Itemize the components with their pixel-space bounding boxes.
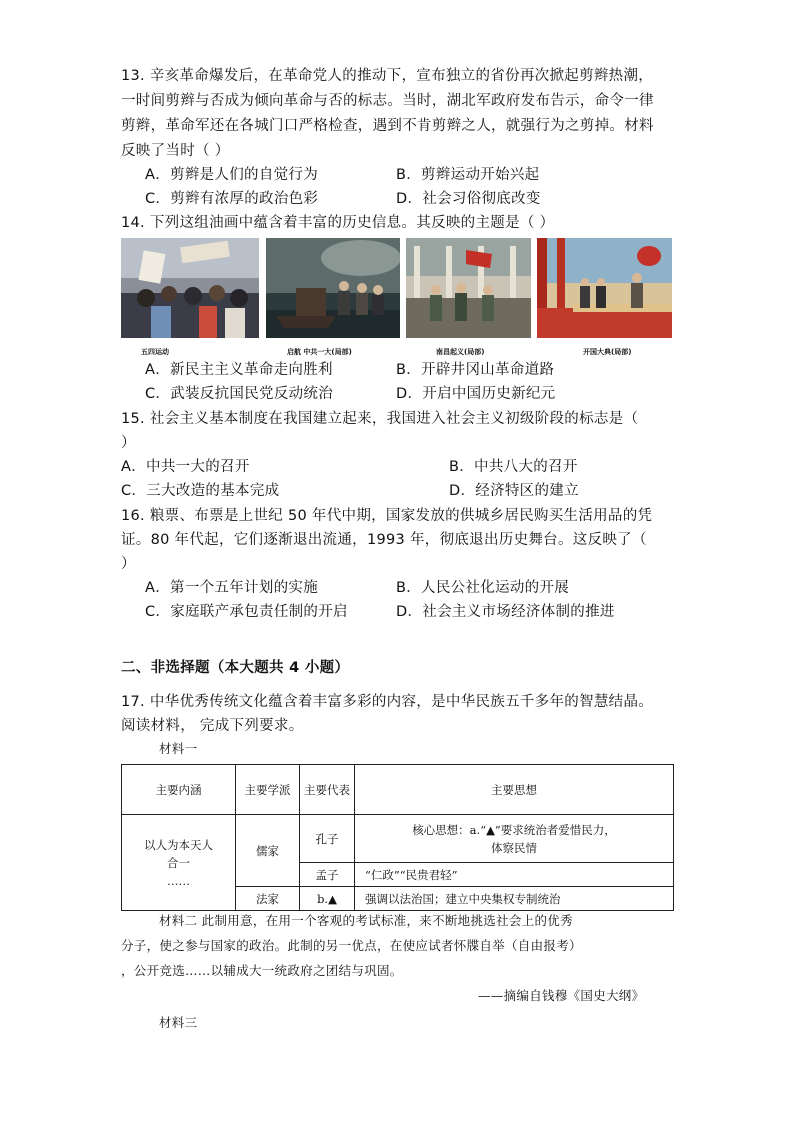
q13-stem-line-2: 一时间剪辫与否成为倾向革命与否的标志。当时，湖北军政府发布告示，命令一律 xyxy=(121,93,654,109)
neihan-line-2: 合一 xyxy=(167,855,190,870)
q16-option-a: A．第一个五年计划的实施 xyxy=(145,580,319,596)
q13-option-a: A．剪辫是人们的自觉行为 xyxy=(145,167,319,183)
header-daibiao: 主要代表 xyxy=(300,765,355,815)
neihan-line-1: 以人为本天人 xyxy=(144,837,213,852)
material-2-source: ——摘编自钱穆《国史大纲》 xyxy=(478,988,645,1003)
q16-stem-line-2: 证。80 年代起，它们逐渐退出流通，1993 年，彻底退出历史舞台。这反映了（ xyxy=(121,532,647,548)
caption-founding: 开国大典(局部) xyxy=(583,348,632,356)
q17-stem-line-1: 17. 中华优秀传统文化蕴含着丰富多彩的内容，是中华民族五千多年的智慧结晶。 xyxy=(121,694,654,710)
q15-stem-line-2: ） xyxy=(121,435,136,451)
header-sixiang: 主要思想 xyxy=(355,765,674,815)
painting-founding-ceremony xyxy=(537,238,672,338)
cell-mengzi-idea: “仁政”“民贵君轻” xyxy=(355,863,674,887)
painting-nanchang-uprising xyxy=(406,238,531,338)
cell-neihan xyxy=(122,815,236,911)
cell-fajia-idea: 强调以法治国；建立中央集权专制统治 xyxy=(355,887,674,911)
q15-option-c: C．三大改造的基本完成 xyxy=(121,483,280,499)
q14-option-b: B．开辟井冈山革命道路 xyxy=(396,362,555,378)
q15-option-d: D．经济特区的建立 xyxy=(449,483,579,499)
q13-option-d: D．社会习俗彻底改变 xyxy=(396,191,541,207)
q16-option-c: C．家庭联产承包责任制的开启 xyxy=(145,604,348,620)
kongzi-idea-line-2: 体察民情 xyxy=(491,840,537,855)
section-heading: 二、非选择题（本大题共 4 小题） xyxy=(121,660,350,676)
q14-option-c: C．武装反抗国民党反动统治 xyxy=(145,386,334,402)
q13-stem-line-1: 13. 辛亥革命爆发后，在革命党人的推动下，宣布独立的省份再次掀起剪辫热潮， xyxy=(121,68,654,84)
caption-first-congress: 启航 中共一大(局部) xyxy=(287,348,352,356)
q13-stem-line-4: 反映了当时（ ） xyxy=(121,143,230,159)
material-2-line-3: ，公开竞选……以辅成大一统政府之团结与巩固。 xyxy=(121,963,403,978)
caption-nanchang: 南昌起义(局部) xyxy=(436,348,485,356)
painting-first-congress xyxy=(266,238,400,338)
q14-stem: 14. 下列这组油画中蕴含着丰富的历史信息。其反映的主题是（ ） xyxy=(121,215,555,231)
cell-rujia: 儒家 xyxy=(236,815,300,887)
cell-fajia-rep: b.▲ xyxy=(300,887,355,911)
cell-mengzi: 孟子 xyxy=(300,863,355,887)
header-neihan: 主要内涵 xyxy=(122,765,236,815)
q17-stem-line-2: 阅读材料， 完成下列要求。 xyxy=(121,718,304,734)
q16-stem-line-1: 16. 粮票、布票是上世纪 50 年代中期，国家发放的供城乡居民购买生活用品的凭 xyxy=(121,508,653,524)
material-2-line-2: 分子，使之参与国家的政治。此制的另一优点，在使应试者怀牒自举（自由报考） xyxy=(121,938,582,953)
kongzi-idea-line-1: 核心思想：a.“▲”要求统治者爱惜民力， xyxy=(412,822,616,837)
material-1-label: 材料一 xyxy=(159,741,198,756)
q15-option-a: A．中共一大的召开 xyxy=(121,459,250,475)
q16-option-b: B．人民公社化运动的开展 xyxy=(396,580,570,596)
caption-may-fourth: 五四运动 xyxy=(141,348,169,356)
material-3-label: 材料三 xyxy=(159,1015,198,1030)
cell-kongzi: 孔子 xyxy=(300,815,355,863)
q14-option-d: D．开启中国历史新纪元 xyxy=(396,386,556,402)
neihan-line-3: …… xyxy=(167,873,190,888)
q16-stem-line-3: ） xyxy=(121,556,136,572)
q14-option-a: A．新民主主义革命走向胜利 xyxy=(145,362,333,378)
header-xuepai: 主要学派 xyxy=(236,765,300,815)
q13-option-c: C．剪辫有浓厚的政治色彩 xyxy=(145,191,319,207)
q15-stem-line-1: 15. 社会主义基本制度在我国建立起来，我国进入社会主义初级阶段的标志是（ xyxy=(121,411,639,427)
q16-option-d: D．社会主义市场经济体制的推进 xyxy=(396,604,615,620)
q13-stem-line-3: 剪辫，革命军还在各城门口严格检查，遇到不肯剪辫之人，就强行为之剪掉。材料 xyxy=(121,118,654,134)
cell-kongzi-idea xyxy=(355,815,674,863)
material-1-table xyxy=(121,764,674,911)
painting-may-fourth xyxy=(121,238,259,338)
q15-option-b: B．中共八大的召开 xyxy=(449,459,578,475)
material-2-line-1: 材料二 此制用意，在用一个客观的考试标准，来不断地挑选社会上的优秀 xyxy=(159,913,573,928)
q13-option-b: B．剪辫运动开始兴起 xyxy=(396,167,540,183)
cell-fajia: 法家 xyxy=(236,887,300,911)
